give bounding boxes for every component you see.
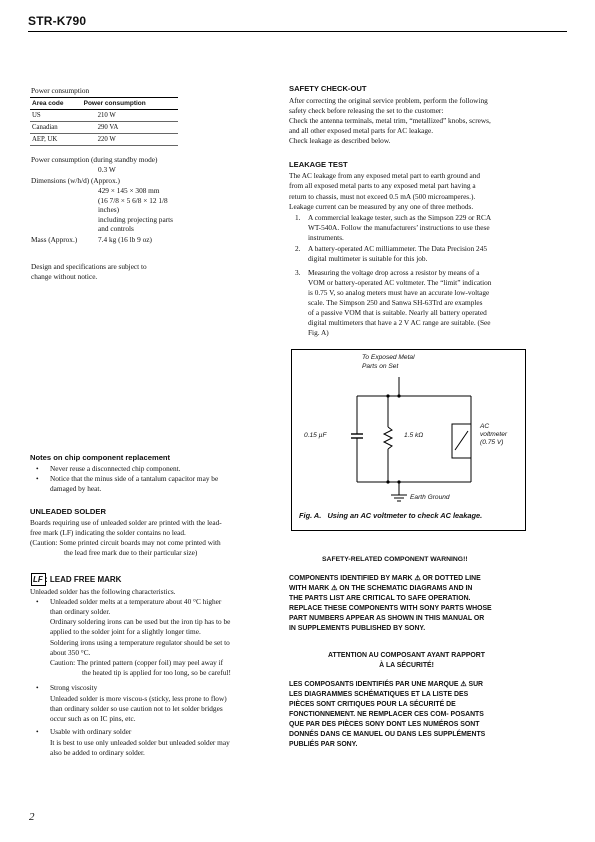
area-cell: Canadian [30, 122, 82, 134]
lf-line: It is best to use only unleaded solder but unleaded solder may [50, 738, 230, 747]
figure-top-label-2: Parts on Set [362, 363, 399, 370]
figure-caption: Fig. A. Using an AC voltmeter to check AC leakage. [299, 511, 483, 520]
item-number: 2. [295, 244, 301, 253]
meter-label-3: (0.75 V) [480, 439, 504, 446]
lf-line: than ordinary solder so use caution not to let solder bridges [50, 704, 223, 713]
lf-bullet-dot: • [36, 683, 39, 692]
lf-line: Usable with ordinary solder [50, 727, 132, 736]
leakage-line: from all exposed metal parts to any exposed metal part having a [289, 181, 476, 190]
resistor-zigzag [384, 427, 392, 449]
lf-bullet-dot: • [36, 597, 39, 606]
item-line: digital multimeters that have a 2 V AC range are suitable. (See [308, 318, 491, 327]
lf-line: occur such as on IC pins, etc. [50, 714, 136, 723]
meter-needle [455, 431, 468, 450]
item-line: Fig. A) [308, 328, 329, 337]
chip-bullet-text: Never reuse a disconnected chip component. [50, 464, 181, 473]
lf-line: Unleaded solder melts at a temperature about 40 °C higher [50, 597, 222, 606]
warning-line: WITH MARK ⚠ ON THE SCHEMATIC DIAGRAMS AND IN [289, 585, 473, 592]
warning-line: PART NUMBERS APPEAR AS SHOWN IN THIS MANUAL OR [289, 615, 485, 622]
standby-value: 0.3 W [98, 165, 116, 174]
lf-line: than ordinary solder. [50, 607, 111, 616]
unleaded-line: the lead free mark due to their particular size) [64, 548, 198, 557]
chip-bullet-dot: • [36, 464, 39, 473]
warning-line: COMPONENTS IDENTIFIED BY MARK ⚠ OR DOTTED LINE [289, 575, 481, 582]
junction-dot [386, 480, 389, 483]
item-line: of a passive VOM that is suitable. Nearly all battery operated [308, 308, 487, 317]
mass-label: Mass (Approx.) [31, 235, 78, 244]
warning-line: THE PARTS LIST ARE CRITICAL TO SAFE OPERATION. [289, 595, 471, 602]
unleaded-title: UNLEADED SOLDER [30, 507, 106, 516]
lf-line: the heated tip is applied for too long, so be careful! [82, 668, 231, 677]
leakage-title: LEAKAGE TEST [289, 160, 348, 169]
safety-line: After correcting the original service problem, perform the following [289, 96, 488, 105]
chip-notes-title: Notes on chip component replacement [30, 453, 171, 462]
ground-label: Earth Ground [410, 494, 450, 501]
warning-fr-title-2: À LA SÉCURITÉ! [379, 662, 434, 669]
power-cell: 220 W [82, 134, 178, 146]
chip-bullet-text: damaged by heat. [50, 484, 102, 493]
item-number: 3. [295, 268, 301, 277]
item-line: VOM or battery-operated AC voltmeter. The “limit” indication [308, 278, 492, 287]
lf-bullet-dot: • [36, 727, 39, 736]
power-table [30, 97, 178, 146]
page-number: 2 [29, 811, 35, 823]
warning-fr-line: LES DIAGRAMMES SCHÉMATIQUES ET LA LISTE DES [289, 691, 469, 698]
warning-fr-line: FONCTIONNEMENT. NE REMPLACER CES COM- POSANTS [289, 711, 484, 718]
item-number: 1. [295, 213, 301, 222]
warning-fr-title-1: ATTENTION AU COMPOSANT AYANT RAPPORT [328, 652, 485, 659]
dimensions-line: (16 7/8 × 5 6/8 × 12 1/8 [98, 196, 168, 205]
leakage-line: return to chassis, must not exceed 0.5 mA (500 microamperes.). [289, 192, 476, 201]
mass-value: 7.4 kg (16 lb 9 oz) [98, 235, 152, 244]
dimensions-line: inches) [98, 205, 120, 214]
safety-line: Check the antenna terminals, metal trim, “metallized” knobs, screws, [289, 116, 491, 125]
unleaded-line: Boards requiring use of unleaded solder are printed with the lead- [30, 518, 222, 527]
header-rule [28, 31, 567, 32]
lf-line: also be added to ordinary solder. [50, 748, 145, 757]
warning-line: REPLACE THESE COMPONENTS WITH SONY PARTS WHOSE [289, 605, 492, 612]
item-line: is 0.75 V, so analog meters must have an accurate low-voltage [308, 288, 490, 297]
power-cell: 210 W [82, 110, 178, 122]
area-cell: AEP, UK [30, 134, 82, 146]
warning-fr-line: PIÈCES SONT CRITIQUES POUR LA SÉCURITÉ DE [289, 701, 456, 708]
safety-line: and all other exposed metal parts for AC leakage. [289, 126, 434, 135]
warning-line: IN SUPPLEMENTS PUBLISHED BY SONY. [289, 625, 426, 632]
lf-line: Unleaded solder is more viscou-s (sticky, less prone to flow) [50, 694, 227, 703]
warning-fr-line: DONNÉS DANS CE MANUEL OU DANS LES SUPPLÉMENTS [289, 731, 486, 738]
lead-free-icon-text: LF [33, 575, 43, 584]
lead-free-intro: Unleaded solder has the following characteristics. [30, 587, 176, 596]
chip-bullet-text: Notice that the minus side of a tantalum capacitor may be [50, 474, 219, 483]
junction-dot [386, 394, 389, 397]
safety-line: safety check before releasing the set to the customer: [289, 106, 444, 115]
junction-dot [397, 480, 400, 483]
table-header-area: Area code [30, 98, 82, 110]
junction-dot [397, 394, 400, 397]
power-cell: 290 VA [82, 122, 178, 134]
power-consumption-title: Power consumption [31, 86, 90, 95]
standby-label: Power consumption (during standby mode) [31, 155, 158, 164]
dimensions-line: and controls [98, 224, 134, 233]
item-line: A commercial leakage tester, such as the Simpson 229 or RCA [308, 213, 492, 222]
safety-checkout-title: SAFETY CHECK-OUT [289, 84, 367, 93]
item-line: WT-540A. Follow the manufacturers’ instructions to use these [308, 223, 490, 232]
leakage-line: The AC leakage from any exposed metal part to earth ground and [289, 171, 481, 180]
item-line: digital multimeter is suitable for this job. [308, 254, 428, 263]
item-line: Measuring the voltage drop across a resistor by means of a [308, 268, 480, 277]
warning-fr-line: PUBLIÉS PAR SONY. [289, 741, 358, 748]
lf-line: Soldering irons using a temperature regulator should be set to [50, 638, 230, 647]
lead-free-icon [31, 573, 46, 586]
table-row [30, 110, 178, 122]
capacitor-label: 0.15 µF [304, 432, 327, 439]
notice-line: change without notice. [31, 272, 98, 281]
meter-label-1: AC [480, 423, 490, 430]
warning-fr-line: QUE PAR DES PIÈCES SONY DONT LES NUMÉROS SONT [289, 721, 480, 728]
meter-label-2: voltmeter [480, 431, 508, 438]
table-row [30, 122, 178, 134]
item-line: instruments. [308, 233, 344, 242]
item-line: scale. The Simpson 250 and Sanwa SH-63Trd are examples [308, 298, 483, 307]
notice-line: Design and specifications are subject to [31, 262, 147, 271]
dimensions-label: Dimensions (w/h/d) (Approx.) [31, 176, 120, 185]
lf-line: Caution: The printed pattern (copper foil) may peel away if [50, 658, 224, 667]
lf-line: applied to the solder joint for a slightly longer time. [50, 627, 201, 636]
figure-top-label-1: To Exposed Metal [362, 354, 415, 361]
area-cell: US [30, 110, 82, 122]
dimensions-line: 429 × 145 × 308 mm [98, 186, 160, 195]
figure-a [291, 349, 526, 531]
safety-line: Check leakage as described below. [289, 136, 391, 145]
resistor-label: 1.5 kΩ [404, 432, 424, 439]
lf-line: about 350 °C. [50, 648, 91, 657]
item-line: A battery-operated AC milliammeter. The Data Precision 245 [308, 244, 487, 253]
chip-bullet-dot: • [36, 474, 39, 483]
leakage-line: Leakage current can be measured by any one of three methods. [289, 202, 474, 211]
warning-title: SAFETY-RELATED COMPONENT WARNING!! [322, 556, 468, 563]
unleaded-line: free mark (LF) indicating the solder contains no lead. [30, 528, 186, 537]
model-title: STR-K790 [28, 14, 87, 28]
warning-fr-line: LES COMPOSANTS IDENTIFIÉS PAR UNE MARQUE ⚠ SUR [289, 681, 484, 688]
dimensions-line: including projecting parts [98, 215, 173, 224]
table-row [30, 134, 178, 146]
lf-line: Strong viscosity [50, 683, 98, 692]
table-header-power: Power consumption [82, 98, 178, 110]
unleaded-line: (Caution: Some printed circuit boards may not come printed with [30, 538, 221, 547]
lf-line: Ordinary soldering irons can be used but the iron tip has to be [50, 617, 231, 626]
lead-free-title: : LEAD FREE MARK [45, 575, 122, 584]
